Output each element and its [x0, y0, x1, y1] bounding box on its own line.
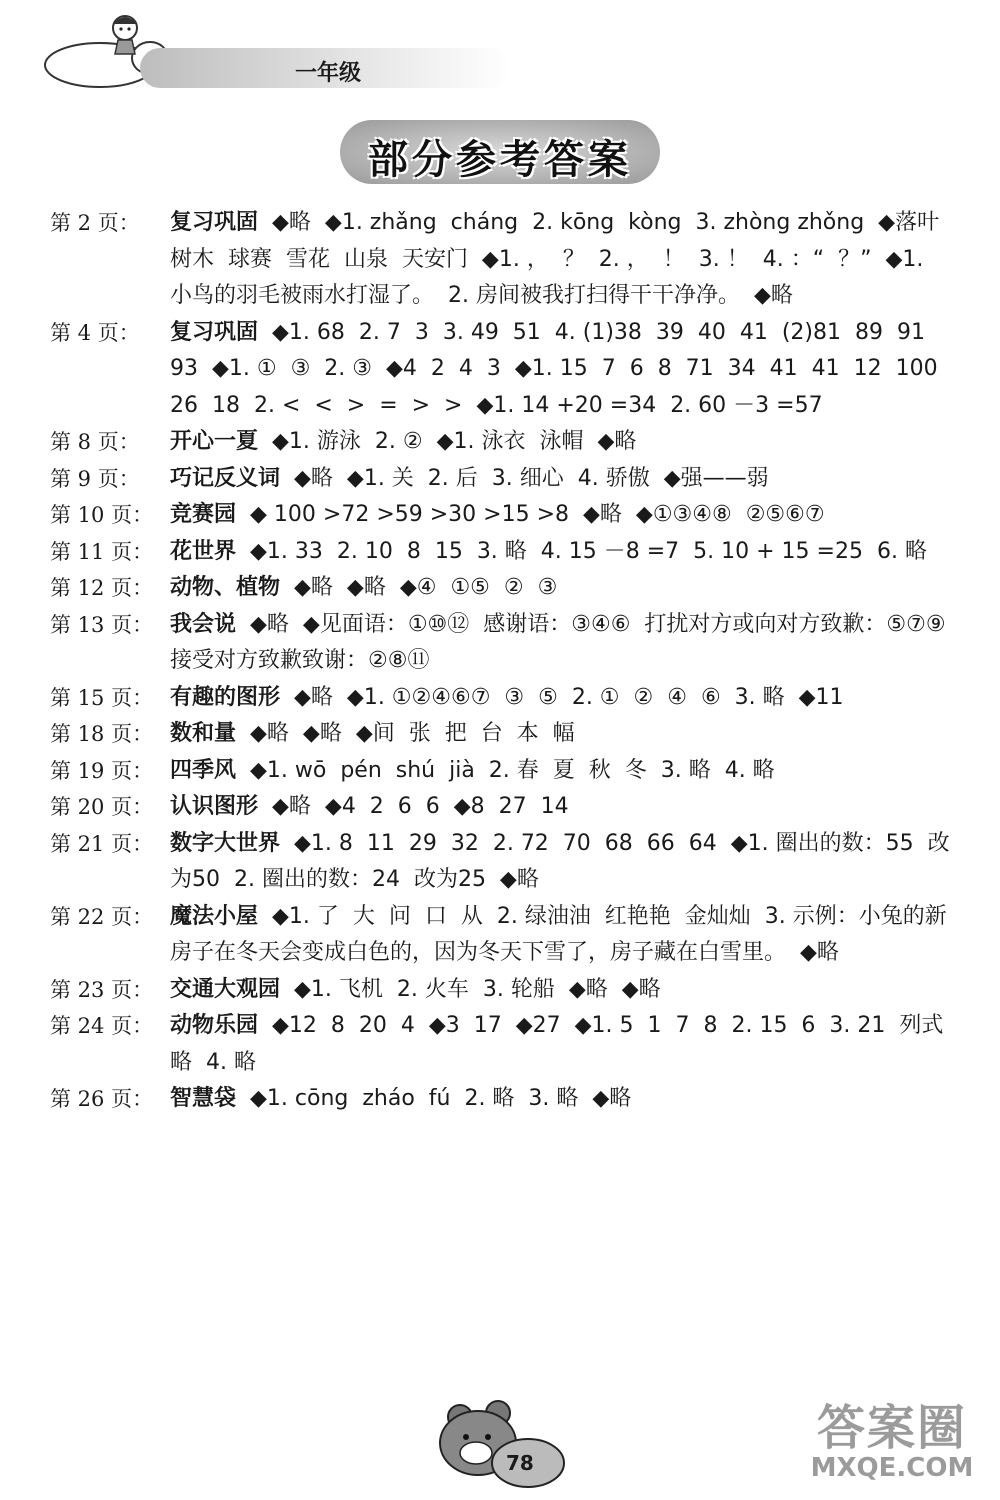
page-ref-label: 第 9 页：	[50, 466, 140, 491]
section-title: 交通大观园	[170, 976, 281, 1002]
page-ref-label: 第 21 页：	[50, 831, 154, 856]
answer-row	[50, 461, 950, 498]
section-title: 四季风	[170, 757, 237, 783]
answer-content: ◆12 8 20 4 ◆3 17 ◆27 ◆1. 5 1 7 8 2. 15 6 3. 21 列式略 4. 略	[170, 1013, 944, 1075]
answer-text	[170, 826, 950, 899]
answer-row	[50, 497, 950, 534]
section-title: 复习巩固	[170, 319, 259, 345]
answer-text	[170, 1081, 950, 1118]
page-ref-label: 第 12 页：	[50, 576, 154, 600]
answer-text	[170, 461, 950, 498]
answer-row	[50, 607, 960, 680]
answer-content: ◆1. 游泳 2. ② ◆1. 泳衣 泳帽 ◆略	[258, 429, 637, 454]
page-ref-label: 第 26 页：	[50, 1087, 154, 1111]
page-ref-label: 第 4 页：	[50, 320, 140, 345]
answer-row	[50, 570, 950, 607]
page-ref-label: 第 23 页：	[50, 977, 154, 1002]
section-title: 动物、植物	[170, 575, 281, 600]
page-ref-label: 第 8 页：	[50, 430, 140, 454]
answer-text	[170, 315, 950, 425]
section-title: 复习巩固	[170, 210, 259, 235]
answer-row	[50, 1081, 950, 1118]
answer-text	[170, 789, 950, 826]
page-ref-label: 第 13 页：	[50, 612, 154, 637]
section-title: 开心一夏	[170, 429, 259, 454]
answer-content: ◆略 ◆4 2 6 6 ◆8 27 14	[258, 794, 569, 819]
watermark	[792, 1402, 992, 1492]
page-ref-label: 第 20 页：	[50, 795, 154, 819]
answer-row	[50, 826, 950, 899]
answer-content: ◆略 ◆见面语：①⑩⑫ 感谢语：③④⑥ 打扰对方或向对方致歉：⑤⑦⑨ 接受对方致歉致谢：②⑧⑪	[170, 611, 960, 673]
page-ref-label: 第 18 页：	[50, 722, 154, 746]
answer-content: ◆ 100 >72 >59 >30 >15 >8 ◆略 ◆①③④⑧ ②⑤⑥⑦	[236, 502, 825, 527]
page-ref-label: 第 2 页：	[50, 211, 140, 235]
answer-content: ◆1. cōng zháo fú 2. 略 3. 略 ◆略	[236, 1086, 632, 1111]
answer-row	[50, 315, 950, 425]
answer-text	[170, 497, 950, 534]
answer-content: ◆略 ◆1. ①②④⑥⑦ ③ ⑤ 2. ① ② ④ ⑥ 3. 略 ◆11	[280, 684, 844, 710]
watermark-url: MXQE.COM	[810, 1453, 974, 1483]
section-title: 动物乐园	[170, 1013, 259, 1038]
answer-row	[50, 424, 950, 461]
answer-text	[170, 972, 950, 1009]
page-ref-label: 第 15 页：	[50, 685, 154, 710]
answer-row	[50, 534, 950, 571]
answer-text	[170, 1008, 950, 1081]
answer-content: ◆略 ◆略 ◆间 张 把 台 本 幅	[236, 721, 575, 746]
page-ref-label: 第 11 页：	[50, 539, 154, 564]
answer-text	[170, 570, 950, 607]
page-number: 78	[506, 1451, 534, 1475]
answer-row	[50, 680, 950, 717]
page-ref-label: 第 24 页：	[50, 1014, 154, 1038]
section-title: 认识图形	[170, 794, 259, 819]
page-ref-label: 第 22 页：	[50, 904, 154, 929]
title-banner	[340, 120, 660, 190]
answer-content: ◆1. 68 2. 7 3 3. 49 51 4. (1)38 39 40 41 (2)81 89 91 93 ◆1. ① ③ 2. ③ ◆4 2 4 3 ◆1. 15 7 6 8 71 34 41 41 12 100 26 18 2. < < > = > > ◆1. 14 +20 =34 2. 60 －3 =57	[170, 319, 952, 418]
answer-content: ◆1. wō pén shú jià 2. 春 夏 秋 冬 3. 略 4. 略	[236, 757, 775, 783]
answer-row	[50, 205, 954, 315]
watermark-logo-text: 答案圈	[816, 1400, 967, 1456]
bear-illustration	[420, 1395, 570, 1490]
answer-row	[50, 1008, 950, 1081]
answer-row	[50, 716, 950, 753]
section-title: 数和量	[170, 721, 237, 746]
section-title: 有趣的图形	[170, 684, 281, 710]
answer-text	[170, 424, 950, 461]
section-title: 魔法小屋	[170, 903, 259, 929]
page-footer	[420, 1395, 580, 1495]
answer-row	[50, 899, 950, 972]
answer-text	[170, 680, 950, 717]
answer-text	[170, 899, 950, 972]
answer-text	[170, 607, 960, 680]
answer-content: ◆略 ◆略 ◆④ ①⑤ ② ③	[280, 575, 558, 600]
page-ref-label: 第 19 页：	[50, 758, 154, 783]
page-title: 部分参考答案	[368, 137, 632, 183]
answer-content: ◆1. 33 2. 10 8 15 3. 略 4. 15 －8 =7 5. 10 + 15 =25 6. 略	[236, 538, 927, 564]
answer-row	[50, 789, 950, 826]
answer-list	[50, 205, 960, 1118]
answer-row	[50, 972, 950, 1009]
answer-text	[170, 534, 950, 571]
answer-content: ◆略 ◆1. 关 2. 后 3. 细心 4. 骄傲 ◆强——弱	[280, 465, 769, 491]
section-title: 智慧袋	[170, 1086, 237, 1111]
answer-text	[170, 205, 954, 315]
answer-content: ◆1. 了 大 问 口 从 2. 绿油油 红艳艳 金灿灿 3. 示例：小兔的新房子在冬天会变成白色的，因为冬天下雪了，房子藏在白雪里。 ◆略	[170, 903, 947, 965]
section-title: 竞赛园	[170, 502, 237, 527]
page-header	[40, 10, 500, 90]
answer-content: ◆略 ◆1. zhǎng cháng 2. kōng kòng 3. zhòng zhǒng ◆落叶 树木 球赛 雪花 山泉 天安门 ◆1. ， ？ 2. ， ！ 3. ！ 4. ：“ ？” ◆1. 小鸟的羽毛被雨水打湿了。 2. 房间被我打扫得干干净净。 ◆略	[170, 210, 954, 308]
grade-label: 一年级	[295, 61, 362, 86]
answer-text	[170, 716, 950, 753]
answer-content: ◆1. 8 11 29 32 2. 72 70 68 66 64 ◆1. 圈出的数：55 改为50 2. 圈出的数：24 改为25 ◆略	[170, 830, 950, 892]
section-title: 巧记反义词	[170, 465, 281, 491]
section-title: 花世界	[170, 538, 237, 564]
answer-text	[170, 753, 950, 790]
section-title: 我会说	[170, 611, 237, 637]
page-ref-label: 第 10 页：	[50, 503, 154, 527]
answer-row	[50, 753, 950, 790]
answer-content: ◆1. 飞机 2. 火车 3. 轮船 ◆略 ◆略	[280, 976, 661, 1002]
section-title: 数字大世界	[170, 830, 281, 856]
